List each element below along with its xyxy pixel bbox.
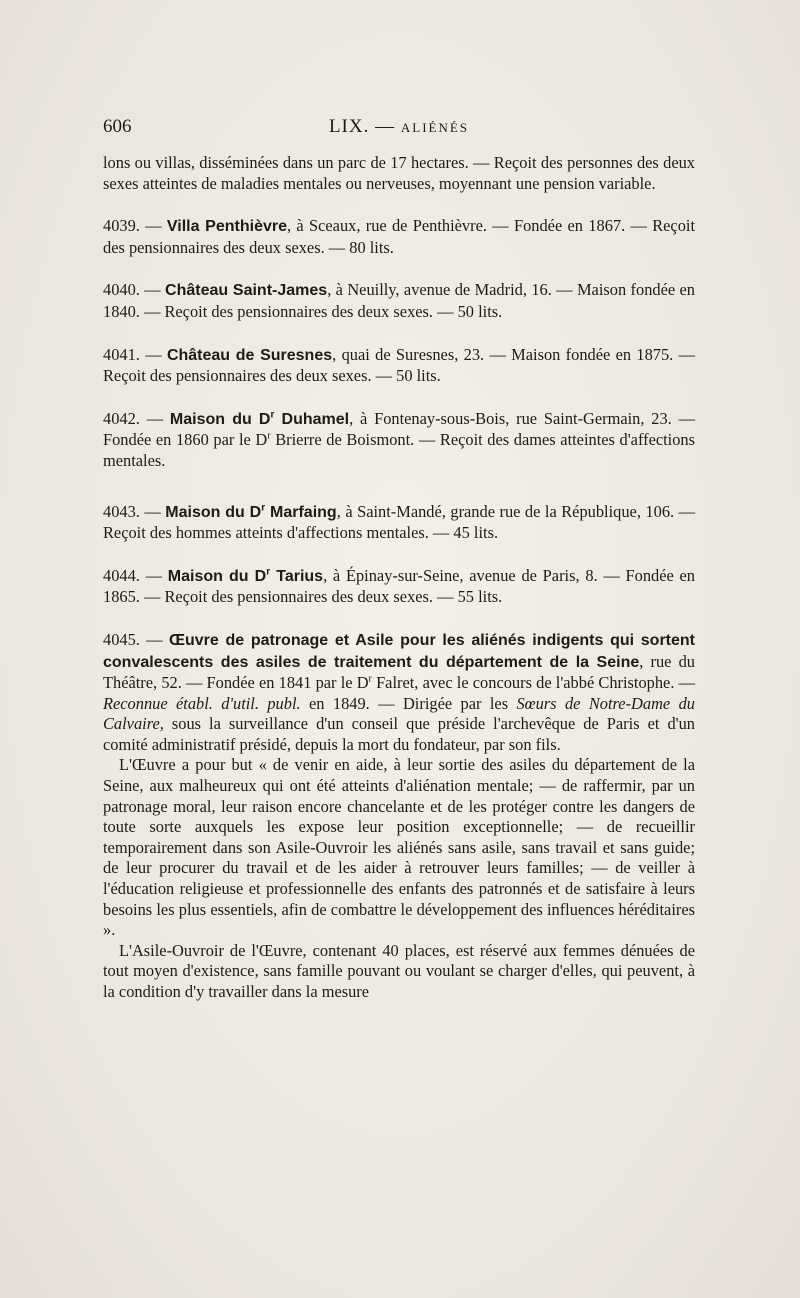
title-dash: — [375,116,396,137]
entry-name [168,568,323,585]
entry-text: , à Épinay-sur-Seine, avenue de Paris, 8. — Fondée en 1865. — Reçoit des pensionnaires des deux sexes. — 55 lits. [103,565,696,607]
entry-name-part: Marfaing [265,503,337,521]
entry-number: 4043. — [103,501,166,521]
page-body [103,153,695,1003]
entry-number: 4040. — [103,280,166,300]
page-header [103,116,695,142]
entry-name: Château de Suresnes [166,346,333,364]
section-title: ALIÉNÉS [400,120,470,135]
entry-4042 [103,409,695,472]
entry-number: 4039. — [103,216,167,236]
entry-text: , à Saint-Mandé, grande rue de la République, 106. — Reçoit des hommes atteints d'affections mentales. — 45 lits. [103,501,696,543]
entry-name-part: Tarius [270,567,324,585]
running-title [103,116,695,138]
entry-number: 4041. — [103,344,167,364]
chapter-number: LIX. [328,116,370,137]
entry-4045-paragraph-2: L'Œuvre a pour but « de venir en aide, à leur sortie des asiles du département de la Seine, aux malheureux qui ont été atteints d'aliénation mentale; — de raffermir, par un patronage moral, leur raison encore chancelante et de les protéger contre les dangers de toute sorte auxquels les expose leur position exceptionnelle; — de recueillir temporairement dans son Asile-Ouvroir les aliénés sans asile, sans travail et sans guide; de leur procurer du travail et de les aider à retrouver leurs familles; — de veiller à l'éducation religieuse et professionnelle des enfants des patronnés et de satisfaire à leurs besoins les plus essentiels, afin de combattre le développement des influences héréditaires ». [103,755,695,940]
entry-italic-text: Sœurs de Notre-Dame du Calvaire, [103,693,695,734]
entry-4040 [103,280,695,322]
entry-4039 [103,216,695,258]
entry-name-part: Maison du D [167,567,267,585]
entry-italic-text: Reconnue établ. d'util. publ. [103,693,301,713]
entry-text: sous la surveillance d'un conseil que préside l'archevêque de Paris et d'un comité administratif présidé, depuis la mort du fondateur, par son fils. [103,714,695,754]
entry-name-sup: r [261,502,266,514]
intro-paragraph: lons ou villas, disséminées dans un parc de 17 hectares. — Reçoit des personnes des deux sexes atteintes de maladies mentales ou nerveuses, moyennant une pension variable. [103,153,695,193]
entry-name-part: Duhamel [274,410,350,428]
entry-number: 4042. — [103,408,170,428]
entry-name: Œuvre de patronage et Asile pour les aliénés indigents qui sortent convalescents des asiles de traitement du département de la Seine [103,631,695,671]
page-number: 606 [103,116,132,137]
entry-text: , quai de Suresnes, 23. — Maison fondée en 1875. — Reçoit des pensionnaires des deux sexes. — 50 lits. [103,344,695,386]
entry-text: , à Fontenay-sous-Bois, rue Saint-Germain, 23. — Fondée en 1860 par le D [103,408,695,450]
entry-4045-paragraph-3: L'Asile-Ouvroir de l'Œuvre, contenant 40 places, est réservé aux femmes dénuées de tout moyen d'existence, sans famille pouvant ou voulant se charger d'elles, qui peuvent, à la condition d'y travailler dans la mesure [103,940,695,1001]
entry-text: Brierre de Boismont. — Reçoit des dames atteintes d'affections mentales. [103,430,696,470]
entry-text: , à Sceaux, rue de Penthièvre. — Fondée en 1867. — Reçoit des pensionnaires des deux sexes. — 80 lits. [103,216,696,257]
entry-text: , rue du Théâtre, 52. — Fondée en 1841 par le D [103,651,695,693]
entry-name-sup: r [270,409,275,421]
entry-name [165,504,336,521]
entry-text-sup: r [368,673,372,685]
entry-4043 [103,502,695,544]
entry-name-sup: r [266,566,271,578]
entry-text: , à Neuilly, avenue de Madrid, 16. — Maison fondée en 1840. — Reçoit des pensionnaires des deux sexes. — 50 lits. [103,280,695,321]
entry-number: 4044. — [103,565,168,585]
entry-name-part: Maison du D [169,410,271,428]
entry-4045 [103,630,695,756]
entry-name [170,411,349,428]
entry-4044 [103,566,695,608]
entry-text: Falret, avec le concours de l'abbé Christophe. — [371,673,695,693]
entry-4041 [103,345,695,387]
entry-name: Villa Penthièvre [166,218,287,236]
entry-number: 4045. — [103,629,169,649]
entry-text-sup: r [267,430,271,442]
entry-name-part: Maison du D [165,503,262,521]
entry-text: en 1849. — Dirigée par les [300,693,517,713]
entry-name: Château Saint-James [165,282,328,300]
